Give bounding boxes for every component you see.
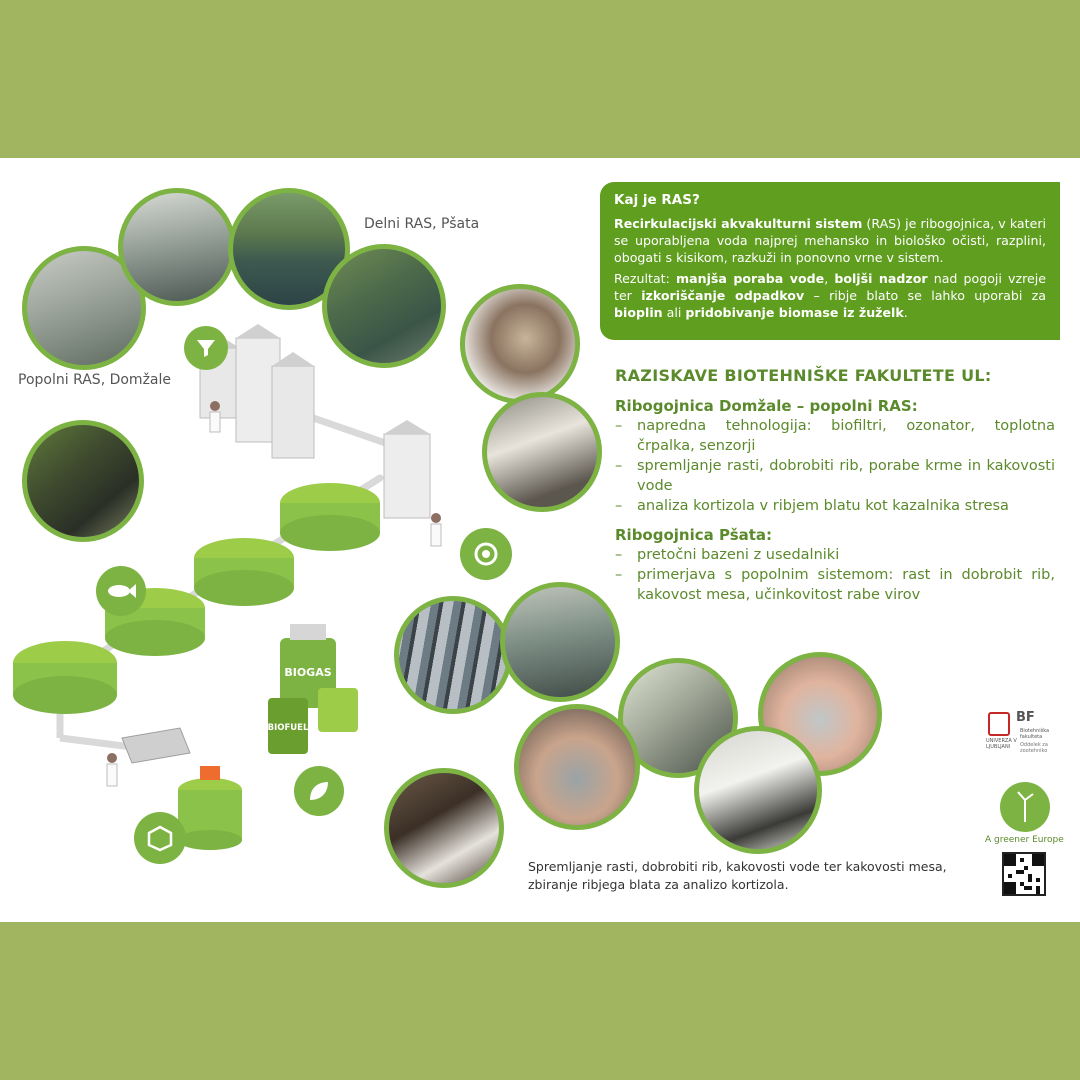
greener-europe-label: A greener Europe	[985, 835, 1064, 845]
recycle-cube-icon	[134, 812, 186, 864]
sludge-tray	[122, 728, 190, 763]
worker-figure-3	[107, 753, 117, 786]
info-box-title: Kaj je RAS?	[614, 192, 700, 208]
worker-figure-2	[431, 513, 441, 546]
fish-tank-1	[13, 641, 117, 714]
fish-tank-3	[194, 538, 294, 606]
what-is-ras-box	[600, 182, 1060, 340]
fish-tank-4	[280, 483, 380, 551]
biogas-label: BIOGAS	[284, 666, 332, 679]
caption-popolni-ras: Popolni RAS, Domžale	[18, 372, 172, 388]
photo-dissection	[694, 726, 822, 854]
photo-team	[384, 768, 504, 888]
domzale-list	[615, 416, 1055, 516]
qr-pattern	[1004, 854, 1044, 894]
photo-fish-tray	[394, 596, 512, 714]
poster	[0, 158, 1080, 922]
leaf-icon	[294, 766, 344, 816]
photo-domzale-hall-2	[118, 188, 236, 306]
psata-list	[615, 545, 1055, 605]
greener-europe-logo	[1000, 782, 1050, 832]
domzale-title: Ribogojnica Domžale – popolni RAS:	[615, 397, 918, 415]
filter-icon	[184, 326, 228, 370]
info-box-definition: Recirkulacijski akvakulturni sistem (RAS) je ribogojnica, v kateri se uporabljena voda najprej mehansko in biološko očisti, razplini, obogati s kisikom, razkuži in ponovno vrne v sistem.	[614, 216, 1046, 265]
univerza-label: UNIVERZA V LJUBLJANI	[986, 738, 1017, 750]
photo-fish-tail	[460, 284, 580, 404]
bottom-band	[0, 922, 1080, 1080]
fish-icon	[96, 566, 146, 616]
research-section	[615, 366, 1055, 615]
worker-figure-1	[210, 401, 220, 432]
list-item: – primerjava s popolnim sistemom: rast in dobrobit rib, kakovost mesa, učinkovitost rabe virov	[615, 565, 1055, 605]
top-band	[0, 0, 1080, 158]
bf-logo	[986, 710, 1056, 770]
filter-tower-3	[272, 352, 314, 458]
ul-logo-mark	[988, 712, 1010, 736]
bf-name: Biotehniška fakulteta	[1020, 728, 1050, 740]
filter-tower-4	[384, 420, 430, 518]
biofuel-label: BIOFUEL	[267, 723, 309, 733]
photo-fish-head	[514, 704, 640, 830]
bf-abbr: BF	[1016, 710, 1035, 725]
gear-eye-icon	[460, 528, 512, 580]
photo-pool-worker	[500, 582, 620, 702]
bottom-caption: Spremljanje rasti, dobrobiti rib, kakovosti vode ter kakovosti mesa, zbiranje ribjega blata za analizo kortizola.	[528, 859, 947, 892]
qr-code[interactable]	[1002, 852, 1046, 896]
photo-researchers	[482, 392, 602, 512]
caption-delni-ras: Delni RAS, Pšata	[364, 216, 480, 232]
wind-turbine-icon	[1000, 782, 1050, 832]
info-box-result: Rezultat: manjša poraba vode, boljši nadzor nad pogoji vzreje ter izkoriščanje odpadkov – ribje blato se lahko uporabi za bioplin ali pridobivanje biomase iz žuželk.	[614, 271, 1046, 320]
psata-title: Ribogojnica Pšata:	[615, 526, 773, 544]
list-item: – analiza kortizola v ribjem blatu kot kazalnika stresa	[615, 496, 1055, 516]
list-item: – pretočni bazeni z usedalniki	[615, 545, 1055, 565]
list-item: – napredna tehnologija: biofiltri, ozonator, toplotna črpalka, senzorji	[615, 416, 1055, 456]
research-heading: RAZISKAVE BIOTEHNIŠKE FAKULTETE UL:	[615, 366, 992, 385]
list-item: – spremljanje rasti, dobrobiti rib, porabe krme in kakovosti vode	[615, 456, 1055, 496]
digester	[178, 766, 242, 850]
biofuel-barrel	[268, 698, 309, 754]
fuel-canister	[318, 688, 358, 732]
bf-dept: Oddelek za zootehniko	[1020, 742, 1048, 754]
